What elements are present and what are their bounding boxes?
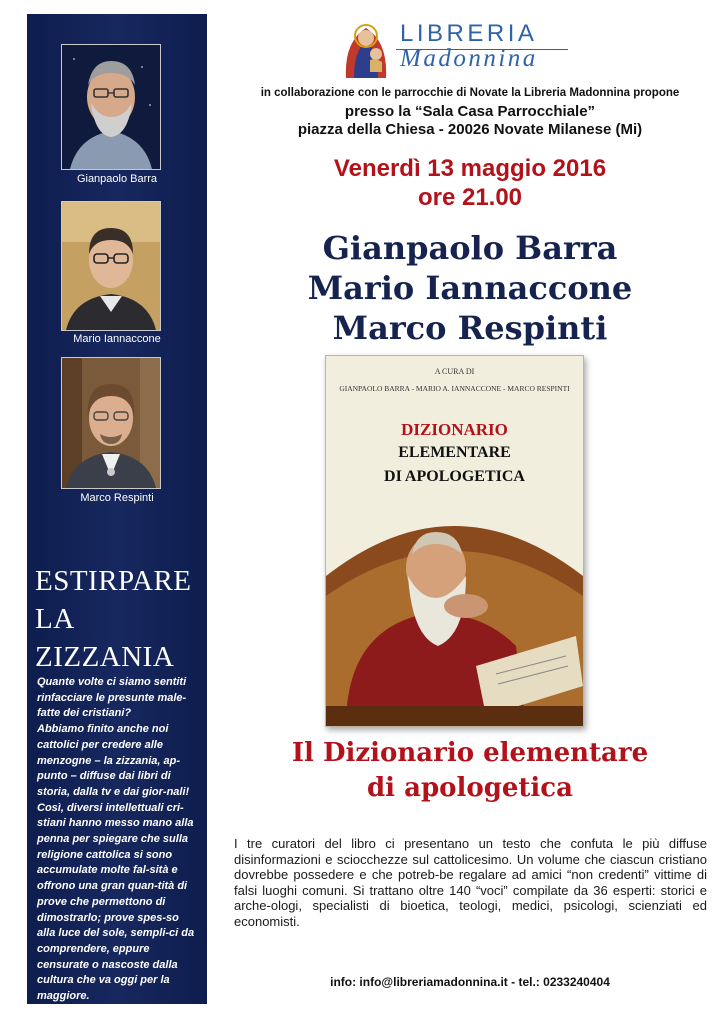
caption-mario-iannaccone: Mario Iannaccone <box>73 333 161 345</box>
portrait-mario-iannaccone <box>61 201 161 331</box>
event-date: Venerdì 13 maggio 2016 <box>333 155 607 182</box>
madonna-icon <box>338 20 394 78</box>
book-title-line: DIZIONARIO <box>401 420 508 439</box>
logo <box>338 20 578 80</box>
sidebar-title-line: ZIZZANIA <box>35 641 175 673</box>
venue-address: piazza della Chiesa - 20026 Novate Milanese (Mi) <box>297 121 643 138</box>
book-title-line: ELEMENTARE <box>398 444 511 461</box>
book-subtitle-line: Il Dizionario elementare <box>291 738 649 768</box>
author-name: Mario Iannaccone <box>307 269 633 307</box>
event-time: ore 21.00 <box>417 184 523 211</box>
caption-gianpaolo-barra: Gianpaolo Barra <box>76 173 158 185</box>
book-cover <box>325 355 584 727</box>
sidebar-paragraph: Quante volte ci siamo sentiti rinfacciare le presunte male-fatte dei cristiani? <box>37 676 187 720</box>
venue-name: presso la “Sala Casa Parrocchiale” <box>344 103 596 120</box>
author-name: Gianpaolo Barra <box>322 229 618 267</box>
sidebar-text <box>37 675 200 1005</box>
author-name: Marco Respinti <box>332 309 608 347</box>
saint-jerome-illustration <box>326 506 583 726</box>
book-curators: GIANPAOLO BARRA - MARIO A. IANNACCONE - MARCO RESPINTI <box>339 384 570 393</box>
sidebar-title-line: ESTIRPARE <box>35 565 192 597</box>
sidebar <box>27 14 207 1004</box>
book-subtitle-line: di apologetica <box>367 773 573 803</box>
book-title-line: DI APOLOGETICA <box>384 468 525 485</box>
book-description: I tre curatori del libro ci presentano un testo che confuta le più diffuse disinformazioni e sciocchezze sul cattolicesimo. Un volume che ciascun cristiano dovrebbe possedere e che potreb-be regalare ad amici “non credenti” vittime di falsi luoghi comuni. Si trattano oltre 140 “voci” compilate da 36 esperti: storici e arche-ologi, specialisti di bioetica, teologi, medici, psicologi, scienziati ed economisti. <box>234 836 707 929</box>
sidebar-title <box>35 562 192 676</box>
logo-text-libreria: LIBRERIA <box>400 20 538 47</box>
sidebar-title-line: LA <box>35 603 75 635</box>
logo-text-madonnina: Madonnina <box>400 45 538 72</box>
portrait-marco-respinti <box>61 357 161 489</box>
portrait-gianpaolo-barra <box>61 44 161 170</box>
collaboration-note: in collaborazione con le parrocchie di Novate la Libreria Madonnina propone <box>260 87 680 99</box>
caption-marco-respinti: Marco Respinti <box>80 492 154 504</box>
sidebar-paragraph: Così, diversi intellettuali cri-stiani hanno messo mano alla penna per spiegare che sulla religione cattolica si sono accumulate molte fal-sità e offrono una gran quan-tità di prove che permettono di dimostrarlo; prove spes-so alla luce del sole, sempli-ci da comprendere, eppure censurate o nascoste dalla cultura che va oggi per la maggiore. <box>37 801 195 1003</box>
book-cura-label: A CURA DI <box>434 367 475 376</box>
book-subtitle <box>225 736 715 806</box>
contact-info: info: info@libreriamadonnina.it - tel.: 0233240404 <box>330 975 610 989</box>
sidebar-paragraph: Abbiamo finito anche noi cattolici per credere alle menzogne – la zizzania, ap-punto – diffuse dai libri di storia, dalla tv e dai gior-nali! <box>37 723 190 798</box>
